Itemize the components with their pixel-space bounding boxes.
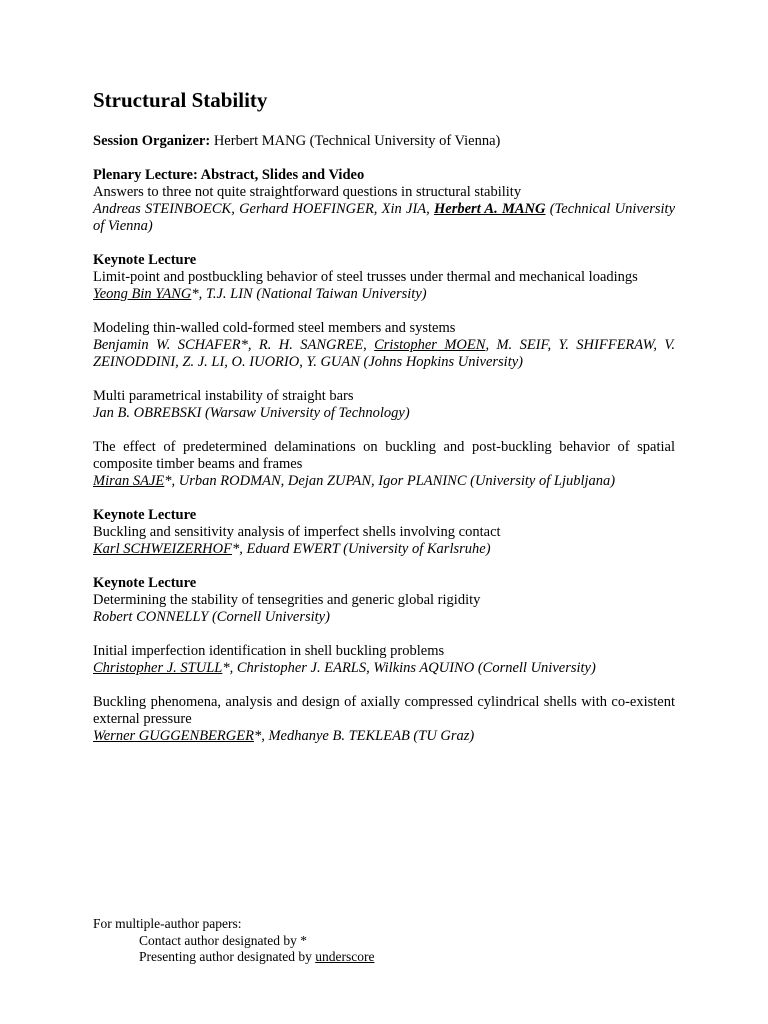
paper-entry	[93, 388, 675, 422]
paper-entry	[93, 320, 675, 371]
paper-entry	[93, 439, 675, 490]
paper-entry	[93, 507, 675, 558]
organizer-label: Session Organizer:	[93, 133, 211, 149]
session-organizer	[93, 133, 675, 150]
paper-entry	[93, 694, 675, 745]
paper-authors	[93, 609, 675, 626]
paper-title: Determining the stability of tensegrities and generic global rigidity	[93, 592, 481, 608]
presenting-author: Miran SAJE	[93, 473, 165, 489]
paper-authors	[93, 728, 675, 745]
author-text: Benjamin W. SCHAFER*, R. H. SANGREE,	[93, 337, 375, 353]
footer-presenter-note	[93, 949, 374, 966]
footer-presenter-text: Presenting author designated by	[139, 949, 316, 964]
footer-heading: For multiple-author papers:	[93, 916, 242, 931]
author-text: *, Christopher J. EARLS, Wilkins AQUINO (Cornell University)	[222, 660, 596, 676]
presenting-author: Herbert A. MANG	[434, 201, 546, 217]
paper-title: Initial imperfection identification in shell buckling problems	[93, 643, 445, 659]
presenting-author: Yeong Bin YANG	[93, 286, 192, 302]
author-text: *, Urban RODMAN, Dejan ZUPAN, Igor PLANINC (University of Ljubljana)	[164, 473, 616, 489]
paper-authors	[93, 337, 675, 371]
paper-title: Answers to three not quite straightforward questions in structural stability	[93, 184, 522, 200]
paper-title: Limit-point and postbuckling behavior of steel trusses under thermal and mechanical loadings	[93, 269, 638, 285]
author-text: Jan B. OBREBSKI (Warsaw University of Technology)	[93, 405, 410, 421]
paper-entry	[93, 167, 675, 235]
paper-list	[93, 167, 675, 745]
author-text: *, Eduard EWERT (University of Karlsruhe)	[231, 541, 491, 557]
paper-title: Multi parametrical instability of straight bars	[93, 388, 354, 404]
paper-authors	[93, 660, 675, 677]
footer-underscore-word: underscore	[315, 949, 375, 964]
paper-title: Buckling and sensitivity analysis of imperfect shells involving contact	[93, 524, 501, 540]
footer-contact-note: Contact author designated by *	[139, 932, 307, 948]
organizer-value: Herbert MANG (Technical University of Vienna)	[213, 133, 501, 149]
author-text: , M. SEIF, Y. SHIFFERAW, V. ZEINODDINI, Z. J. LI, O. IUORIO, Y. GUAN (Johns Hopkins University)	[93, 337, 675, 370]
presenting-author: Werner GUGGENBERGER	[93, 728, 254, 744]
presenting-author: Karl SCHWEIZERHOF	[93, 541, 232, 557]
lecture-type-label: Keynote Lecture	[93, 575, 197, 591]
page-title: Structural Stability	[93, 88, 268, 112]
paper-title: Buckling phenomena, analysis and design of axially compressed cylindrical shells with co-existent external pressure	[93, 694, 675, 727]
paper-authors	[93, 286, 675, 303]
author-text: Andreas STEINBOECK, Gerhard HOEFINGER, Xin JIA,	[93, 201, 435, 217]
paper-entry	[93, 643, 675, 677]
author-text: (Technical University of Vienna)	[93, 201, 676, 234]
lecture-type-label: Keynote Lecture	[93, 252, 197, 268]
footer-note	[93, 916, 374, 966]
author-text: Robert CONNELLY (Cornell University)	[93, 609, 330, 625]
author-text: *, T.J. LIN (National Taiwan University)	[191, 286, 427, 302]
presenting-author: Christopher J. STULL	[93, 660, 223, 676]
paper-entry	[93, 252, 675, 303]
paper-authors	[93, 405, 675, 422]
paper-authors	[93, 473, 675, 490]
paper-authors	[93, 541, 675, 558]
document-body	[93, 85, 675, 762]
lecture-type-label: Plenary Lecture: Abstract, Slides and Video	[93, 167, 365, 183]
paper-title: The effect of predetermined delaminations on buckling and post-buckling behavior of spatial composite timber beams and frames	[93, 439, 675, 472]
lecture-type-label: Keynote Lecture	[93, 507, 197, 523]
paper-entry	[93, 575, 675, 626]
paper-title: Modeling thin-walled cold-formed steel members and systems	[93, 320, 456, 336]
author-text: *, Medhanye B. TEKLEAB (TU Graz)	[253, 728, 475, 744]
paper-authors	[93, 201, 675, 235]
presenting-author: Cristopher MOEN	[374, 337, 486, 353]
